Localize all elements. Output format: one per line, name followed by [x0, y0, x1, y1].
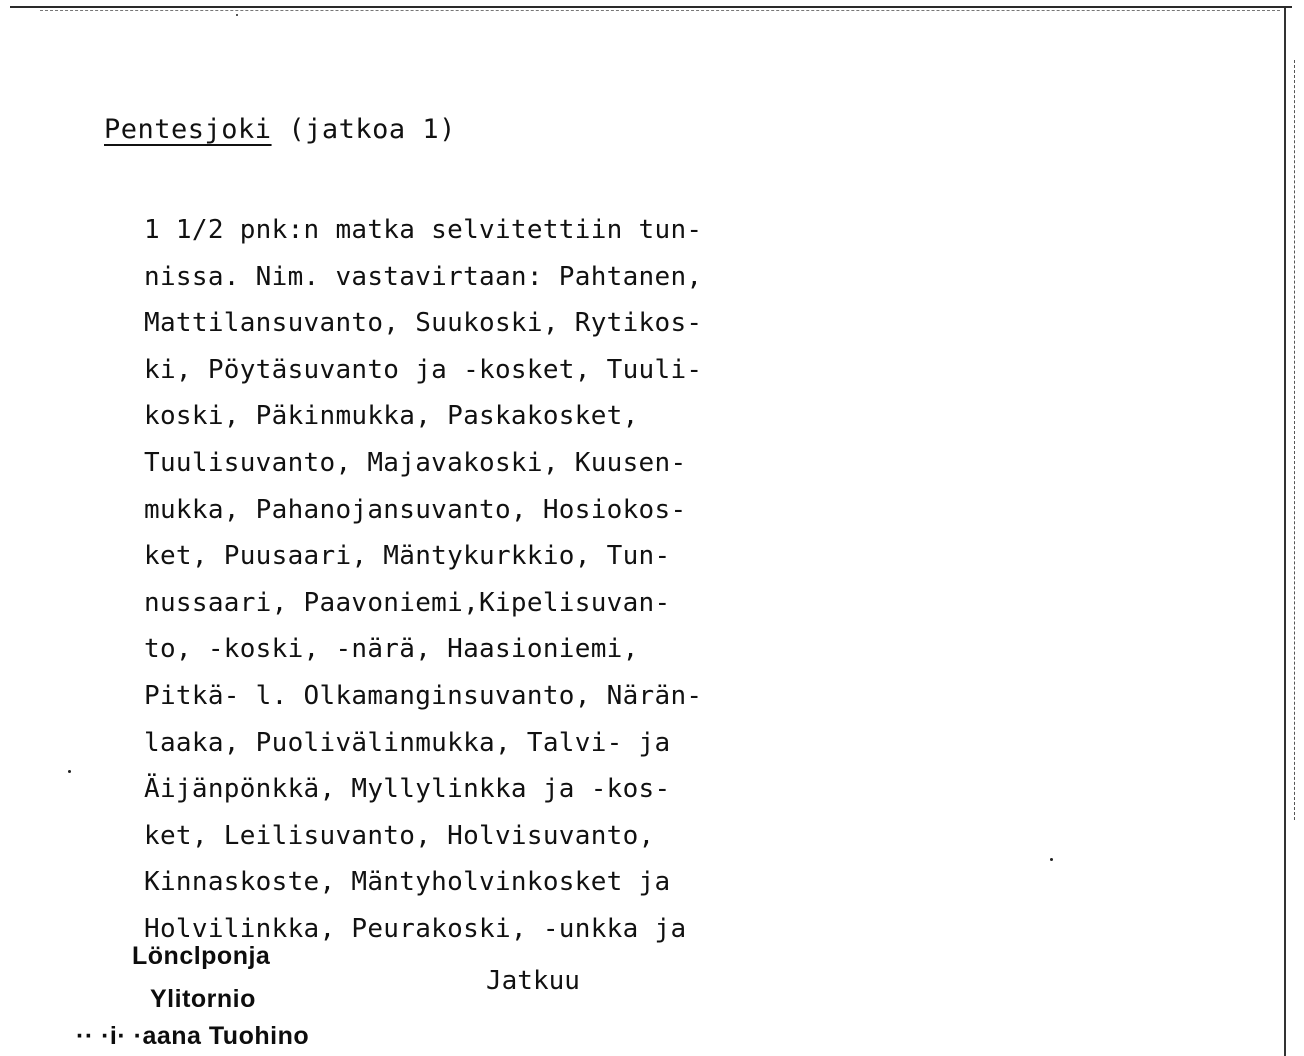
stamp-line: ·· ·i· ·aana Tuohino [76, 1022, 310, 1050]
river-name: Pentesjoki [104, 114, 272, 145]
body-line: Pitkä- l. Olkamanginsuvanto, Närän- [144, 680, 703, 711]
body-line: Holvilinkka, Peurakoski, -unkka ja [144, 913, 687, 944]
body-line: Äijänpönkkä, Myllylinkka ja -kos- [144, 774, 671, 805]
stamp-line: Lönclponja [132, 942, 271, 970]
card-top-border-scan-noise [40, 10, 1280, 11]
body-line: nussaari, Paavoniemi,Kipelisuvan- [144, 587, 671, 618]
stamp-line: Ylitornio [150, 985, 256, 1013]
card-right-border-scan-noise [1294, 60, 1295, 820]
card-body-text [144, 207, 824, 953]
body-line: nissa. Nim. vastavirtaan: Pahtanen, [144, 261, 703, 292]
body-line: Tuulisuvanto, Majavakoski, Kuusen- [144, 447, 687, 478]
body-line: to, -koski, -närä, Haasioniemi, [144, 634, 639, 665]
body-line: mukka, Pahanojansuvanto, Hosiokos- [144, 494, 687, 525]
continues-note: Jatkuu [486, 966, 580, 996]
body-line: ket, Leilisuvanto, Holvisuvanto, [144, 820, 655, 851]
body-line: Mattilansuvanto, Suukoski, Rytikos- [144, 308, 703, 339]
card-title [104, 114, 456, 145]
card-top-border [10, 6, 1292, 8]
scan-speck [1050, 858, 1053, 861]
scan-speck [68, 770, 71, 773]
body-line: Kinnaskoste, Mäntyholvinkosket ja [144, 867, 671, 898]
body-line: koski, Päkinmukka, Paskakosket, [144, 401, 639, 432]
body-line: ket, Puusaari, Mäntykurkkio, Tun- [144, 541, 671, 572]
card-right-border [1284, 8, 1286, 1056]
title-continuation-note: (jatkoa 1) [288, 114, 456, 145]
body-line: laaka, Puolivälinmukka, Talvi- ja [144, 727, 671, 758]
scan-speck [236, 14, 238, 16]
body-line: 1 1/2 pnk:n matka selvitettiin tun- [144, 215, 703, 245]
body-line: ki, Pöytäsuvanto ja -kosket, Tuuli- [144, 354, 703, 385]
location-stamp [70, 942, 450, 1056]
